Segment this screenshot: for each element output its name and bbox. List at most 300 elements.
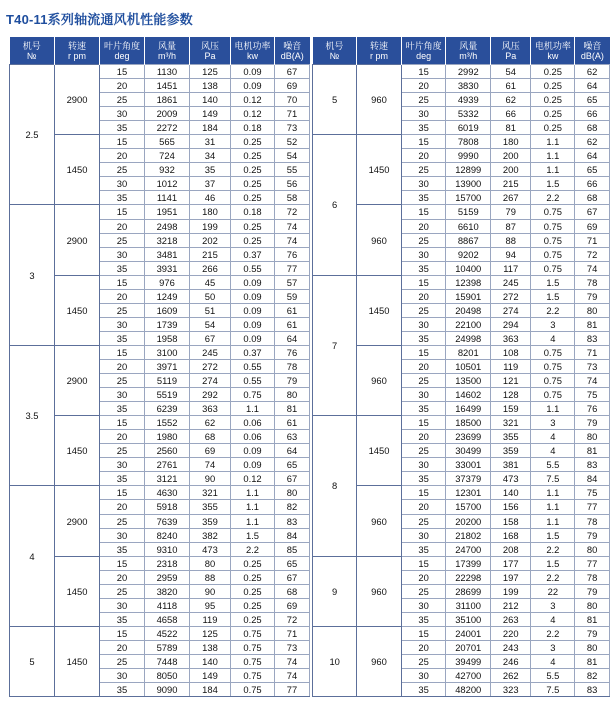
motor-power-cell: 1.1 <box>531 163 575 177</box>
airflow-cell: 20498 <box>446 303 491 317</box>
blade-angle-cell: 35 <box>401 542 446 556</box>
pressure-cell: 272 <box>190 359 231 373</box>
pressure-cell: 125 <box>190 65 231 79</box>
blade-angle-cell: 20 <box>100 430 145 444</box>
airflow-cell: 1980 <box>145 430 190 444</box>
speed-cell: 960 <box>357 626 401 696</box>
motor-power-cell: 7.5 <box>531 683 575 697</box>
airflow-cell: 35100 <box>446 612 491 626</box>
motor-power-cell: 0.12 <box>231 107 275 121</box>
pressure-cell: 54 <box>491 65 531 79</box>
airflow-cell: 48200 <box>446 683 491 697</box>
speed-cell: 1450 <box>55 556 100 626</box>
header-label: 噪音 <box>283 40 302 51</box>
airflow-cell: 28699 <box>446 584 491 598</box>
pressure-cell: 125 <box>190 626 231 640</box>
pressure-cell: 202 <box>190 233 231 247</box>
noise-cell: 81 <box>575 654 610 668</box>
motor-power-cell: 3 <box>531 640 575 654</box>
blade-angle-cell: 20 <box>100 640 145 654</box>
motor-power-cell: 0.25 <box>231 191 275 205</box>
motor-power-cell: 1.1 <box>531 486 575 500</box>
blade-angle-cell: 25 <box>100 163 145 177</box>
table-row <box>313 345 610 359</box>
motor-power-cell: 0.09 <box>231 65 275 79</box>
airflow-cell: 7808 <box>446 135 491 149</box>
pressure-cell: 80 <box>190 556 231 570</box>
airflow-cell: 3971 <box>145 359 190 373</box>
pressure-cell: 321 <box>190 486 231 500</box>
header-label: 风量 <box>157 40 176 51</box>
pressure-cell: 128 <box>491 388 531 402</box>
pressure-cell: 45 <box>190 275 231 289</box>
blade-angle-cell: 35 <box>401 402 446 416</box>
pressure-cell: 473 <box>190 542 231 556</box>
header-machine-no <box>10 37 55 65</box>
motor-power-cell: 0.75 <box>231 640 275 654</box>
noise-cell: 63 <box>275 430 310 444</box>
blade-angle-cell: 35 <box>100 261 145 275</box>
pressure-cell: 168 <box>491 528 531 542</box>
airflow-cell: 6019 <box>446 121 491 135</box>
header-unit: Pa <box>204 50 216 61</box>
motor-power-cell: 1.5 <box>531 177 575 191</box>
table-row <box>10 416 310 430</box>
airflow-cell: 3100 <box>145 345 190 359</box>
airflow-cell: 10400 <box>446 261 491 275</box>
blade-angle-cell: 35 <box>401 612 446 626</box>
blade-angle-cell: 15 <box>100 626 145 640</box>
speed-cell: 1450 <box>357 135 401 205</box>
motor-power-cell: 0.55 <box>231 374 275 388</box>
motor-power-cell: 1.5 <box>531 289 575 303</box>
pressure-cell: 363 <box>190 402 231 416</box>
pressure-cell: 382 <box>190 528 231 542</box>
pressure-cell: 140 <box>491 486 531 500</box>
blade-angle-cell: 15 <box>401 626 446 640</box>
motor-power-cell: 4 <box>531 654 575 668</box>
motor-power-cell: 5.5 <box>531 669 575 683</box>
noise-cell: 62 <box>575 135 610 149</box>
motor-power-cell: 0.25 <box>231 598 275 612</box>
blade-angle-cell: 30 <box>401 669 446 683</box>
blade-angle-cell: 25 <box>401 584 446 598</box>
pressure-cell: 35 <box>190 163 231 177</box>
header-label: 转速 <box>370 40 389 51</box>
airflow-cell: 23699 <box>446 430 491 444</box>
noise-cell: 79 <box>275 374 310 388</box>
noise-cell: 78 <box>575 275 610 289</box>
header-unit: m³/h <box>158 50 176 61</box>
header-speed <box>55 37 100 65</box>
performance-table-left <box>9 37 310 697</box>
motor-power-cell: 1.5 <box>531 556 575 570</box>
pressure-cell: 159 <box>491 402 531 416</box>
airflow-cell: 24700 <box>446 542 491 556</box>
airflow-cell: 24998 <box>446 331 491 345</box>
noise-cell: 77 <box>575 500 610 514</box>
noise-cell: 75 <box>575 486 610 500</box>
header-machine-no <box>313 37 357 65</box>
airflow-cell: 1958 <box>145 331 190 345</box>
machine-no-cell: 7 <box>313 275 357 415</box>
pressure-cell: 355 <box>190 500 231 514</box>
header-unit: deg <box>114 50 130 61</box>
airflow-cell: 4118 <box>145 598 190 612</box>
motor-power-cell: 0.25 <box>231 219 275 233</box>
noise-cell: 57 <box>275 275 310 289</box>
blade-angle-cell: 35 <box>401 261 446 275</box>
pressure-cell: 363 <box>491 331 531 345</box>
airflow-cell: 3121 <box>145 472 190 486</box>
blade-angle-cell: 15 <box>401 275 446 289</box>
motor-power-cell: 0.25 <box>231 584 275 598</box>
noise-cell: 67 <box>275 570 310 584</box>
blade-angle-cell: 15 <box>401 486 446 500</box>
pressure-cell: 61 <box>491 79 531 93</box>
blade-angle-cell: 20 <box>401 289 446 303</box>
blade-angle-cell: 20 <box>401 640 446 654</box>
motor-power-cell: 1.1 <box>231 514 275 528</box>
motor-power-cell: 1.1 <box>231 486 275 500</box>
pressure-cell: 263 <box>491 612 531 626</box>
airflow-cell: 6239 <box>145 402 190 416</box>
noise-cell: 72 <box>275 612 310 626</box>
blade-angle-cell: 20 <box>401 430 446 444</box>
pressure-cell: 156 <box>491 500 531 514</box>
header-airflow <box>145 37 190 65</box>
blade-angle-cell: 30 <box>100 598 145 612</box>
blade-angle-cell: 25 <box>401 233 446 247</box>
header-label: 风压 <box>501 40 520 51</box>
pressure-cell: 381 <box>491 458 531 472</box>
header-label: 噪音 <box>583 40 602 51</box>
airflow-cell: 2761 <box>145 458 190 472</box>
pressure-cell: 88 <box>190 570 231 584</box>
noise-cell: 83 <box>575 683 610 697</box>
motor-power-cell: 4 <box>531 331 575 345</box>
noise-cell: 82 <box>575 669 610 683</box>
table-row <box>10 626 310 640</box>
noise-cell: 61 <box>275 416 310 430</box>
blade-angle-cell: 25 <box>401 444 446 458</box>
machine-no-cell: 2.5 <box>10 65 55 205</box>
table-row <box>313 275 610 289</box>
speed-cell: 960 <box>357 65 401 135</box>
noise-cell: 54 <box>275 149 310 163</box>
pressure-cell: 245 <box>190 345 231 359</box>
noise-cell: 83 <box>575 331 610 345</box>
pressure-cell: 321 <box>491 416 531 430</box>
header-label: 电机功率 <box>234 40 271 51</box>
airflow-cell: 22298 <box>446 570 491 584</box>
airflow-cell: 5519 <box>145 388 190 402</box>
noise-cell: 80 <box>275 486 310 500</box>
machine-no-cell: 4 <box>10 486 55 626</box>
pressure-cell: 294 <box>491 317 531 331</box>
table-row <box>313 626 610 640</box>
header-pressure <box>491 37 531 65</box>
noise-cell: 67 <box>575 205 610 219</box>
motor-power-cell: 0.09 <box>231 317 275 331</box>
blade-angle-cell: 35 <box>100 402 145 416</box>
noise-cell: 64 <box>275 444 310 458</box>
blade-angle-cell: 35 <box>100 542 145 556</box>
noise-cell: 78 <box>275 359 310 373</box>
noise-cell: 74 <box>275 654 310 668</box>
noise-cell: 80 <box>275 388 310 402</box>
noise-cell: 67 <box>275 65 310 79</box>
motor-power-cell: 0.75 <box>231 669 275 683</box>
motor-power-cell: 0.75 <box>531 219 575 233</box>
noise-cell: 58 <box>275 191 310 205</box>
pressure-cell: 266 <box>190 261 231 275</box>
noise-cell: 67 <box>275 472 310 486</box>
blade-angle-cell: 30 <box>100 669 145 683</box>
noise-cell: 76 <box>275 247 310 261</box>
blade-angle-cell: 25 <box>100 514 145 528</box>
blade-angle-cell: 20 <box>401 79 446 93</box>
airflow-cell: 932 <box>145 163 190 177</box>
pressure-cell: 292 <box>190 388 231 402</box>
airflow-cell: 9990 <box>446 149 491 163</box>
table-row <box>313 205 610 219</box>
motor-power-cell: 3 <box>531 416 575 430</box>
motor-power-cell: 1.5 <box>231 528 275 542</box>
blade-angle-cell: 25 <box>401 163 446 177</box>
airflow-cell: 1451 <box>145 79 190 93</box>
pressure-cell: 220 <box>491 626 531 640</box>
airflow-cell: 12899 <box>446 163 491 177</box>
motor-power-cell: 1.1 <box>531 500 575 514</box>
pressure-cell: 199 <box>491 584 531 598</box>
blade-angle-cell: 15 <box>100 345 145 359</box>
noise-cell: 73 <box>575 359 610 373</box>
header-label: 风量 <box>459 40 478 51</box>
speed-cell: 2900 <box>55 345 100 415</box>
pressure-cell: 200 <box>491 149 531 163</box>
speed-cell: 2900 <box>55 486 100 556</box>
airflow-cell: 31100 <box>446 598 491 612</box>
airflow-cell: 20200 <box>446 514 491 528</box>
noise-cell: 74 <box>575 261 610 275</box>
airflow-cell: 2560 <box>145 444 190 458</box>
pressure-cell: 66 <box>491 107 531 121</box>
header-unit: kw <box>247 50 258 61</box>
blade-angle-cell: 35 <box>100 683 145 697</box>
pressure-cell: 245 <box>491 275 531 289</box>
motor-power-cell: 2.2 <box>531 191 575 205</box>
blade-angle-cell: 25 <box>100 303 145 317</box>
motor-power-cell: 0.75 <box>231 654 275 668</box>
blade-angle-cell: 35 <box>100 331 145 345</box>
noise-cell: 70 <box>275 93 310 107</box>
motor-power-cell: 0.75 <box>531 247 575 261</box>
header-blade-angle <box>401 37 446 65</box>
motor-power-cell: 0.75 <box>231 626 275 640</box>
airflow-cell: 2498 <box>145 219 190 233</box>
pressure-cell: 180 <box>190 205 231 219</box>
airflow-cell: 5332 <box>446 107 491 121</box>
pressure-cell: 95 <box>190 598 231 612</box>
speed-cell: 2900 <box>55 65 100 135</box>
noise-cell: 71 <box>575 345 610 359</box>
airflow-cell: 30499 <box>446 444 491 458</box>
airflow-cell: 13900 <box>446 177 491 191</box>
airflow-cell: 3481 <box>145 247 190 261</box>
motor-power-cell: 1.1 <box>531 135 575 149</box>
pressure-cell: 180 <box>491 135 531 149</box>
blade-angle-cell: 15 <box>401 345 446 359</box>
speed-cell: 1450 <box>357 275 401 345</box>
motor-power-cell: 0.25 <box>531 107 575 121</box>
header-motor-power <box>231 37 275 65</box>
noise-cell: 64 <box>575 79 610 93</box>
blade-angle-cell: 15 <box>100 135 145 149</box>
noise-cell: 65 <box>275 458 310 472</box>
blade-angle-cell: 15 <box>100 486 145 500</box>
table-row <box>313 65 610 79</box>
noise-cell: 78 <box>575 514 610 528</box>
table-row <box>313 556 610 570</box>
performance-table-right <box>312 37 610 697</box>
motor-power-cell: 0.09 <box>231 444 275 458</box>
motor-power-cell: 0.75 <box>231 388 275 402</box>
blade-angle-cell: 30 <box>100 107 145 121</box>
header-noise <box>275 37 310 65</box>
motor-power-cell: 4 <box>531 430 575 444</box>
blade-angle-cell: 15 <box>401 416 446 430</box>
noise-cell: 74 <box>575 374 610 388</box>
pressure-cell: 117 <box>491 261 531 275</box>
header-unit: № <box>329 50 340 61</box>
blade-angle-cell: 30 <box>401 317 446 331</box>
blade-angle-cell: 35 <box>401 683 446 697</box>
speed-cell: 960 <box>357 486 401 556</box>
blade-angle-cell: 35 <box>100 612 145 626</box>
noise-cell: 71 <box>275 626 310 640</box>
noise-cell: 83 <box>275 514 310 528</box>
blade-angle-cell: 20 <box>401 219 446 233</box>
machine-no-cell: 9 <box>313 556 357 626</box>
blade-angle-cell: 15 <box>401 205 446 219</box>
blade-angle-cell: 30 <box>100 528 145 542</box>
motor-power-cell: 0.37 <box>231 247 275 261</box>
noise-cell: 69 <box>575 219 610 233</box>
pressure-cell: 215 <box>190 247 231 261</box>
blade-angle-cell: 30 <box>100 388 145 402</box>
table-row <box>10 486 310 500</box>
blade-angle-cell: 20 <box>100 79 145 93</box>
pressure-cell: 79 <box>491 205 531 219</box>
motor-power-cell: 0.55 <box>231 359 275 373</box>
noise-cell: 76 <box>275 345 310 359</box>
noise-cell: 75 <box>575 388 610 402</box>
pressure-cell: 208 <box>491 542 531 556</box>
blade-angle-cell: 25 <box>401 303 446 317</box>
speed-cell: 2900 <box>55 205 100 275</box>
airflow-cell: 22100 <box>446 317 491 331</box>
header-unit: dB(A) <box>580 50 604 61</box>
blade-angle-cell: 35 <box>401 472 446 486</box>
header-unit: m³/h <box>459 50 478 61</box>
blade-angle-cell: 20 <box>401 359 446 373</box>
blade-angle-cell: 25 <box>100 654 145 668</box>
noise-cell: 79 <box>575 584 610 598</box>
header-speed <box>357 37 401 65</box>
pressure-cell: 355 <box>491 430 531 444</box>
pressure-cell: 31 <box>190 135 231 149</box>
noise-cell: 52 <box>275 135 310 149</box>
airflow-cell: 18500 <box>446 416 491 430</box>
motor-power-cell: 0.18 <box>231 121 275 135</box>
pressure-cell: 67 <box>190 331 231 345</box>
blade-angle-cell: 20 <box>100 359 145 373</box>
noise-cell: 77 <box>275 261 310 275</box>
pressure-cell: 359 <box>491 444 531 458</box>
motor-power-cell: 0.18 <box>231 205 275 219</box>
speed-cell: 1450 <box>55 416 100 486</box>
noise-cell: 74 <box>275 233 310 247</box>
pressure-cell: 138 <box>190 640 231 654</box>
airflow-cell: 1861 <box>145 93 190 107</box>
pressure-cell: 215 <box>491 177 531 191</box>
airflow-cell: 4939 <box>446 93 491 107</box>
airflow-cell: 17399 <box>446 556 491 570</box>
blade-angle-cell: 15 <box>401 65 446 79</box>
motor-power-cell: 7.5 <box>531 472 575 486</box>
airflow-cell: 3830 <box>446 79 491 93</box>
blade-angle-cell: 25 <box>401 514 446 528</box>
blade-angle-cell: 15 <box>100 275 145 289</box>
noise-cell: 80 <box>575 303 610 317</box>
machine-no-cell: 8 <box>313 416 357 556</box>
motor-power-cell: 4 <box>531 444 575 458</box>
noise-cell: 80 <box>575 598 610 612</box>
pressure-cell: 88 <box>491 233 531 247</box>
blade-angle-cell: 30 <box>401 107 446 121</box>
noise-cell: 79 <box>575 528 610 542</box>
airflow-cell: 33001 <box>446 458 491 472</box>
blade-angle-cell: 15 <box>100 556 145 570</box>
blade-angle-cell: 15 <box>100 65 145 79</box>
blade-angle-cell: 30 <box>401 598 446 612</box>
pressure-cell: 212 <box>491 598 531 612</box>
airflow-cell: 1552 <box>145 416 190 430</box>
noise-cell: 65 <box>575 163 610 177</box>
noise-cell: 79 <box>575 626 610 640</box>
table-header-row <box>10 37 310 65</box>
motor-power-cell: 1.1 <box>231 402 275 416</box>
airflow-cell: 39499 <box>446 654 491 668</box>
noise-cell: 76 <box>575 402 610 416</box>
noise-cell: 72 <box>575 247 610 261</box>
motor-power-cell: 1.5 <box>531 275 575 289</box>
motor-power-cell: 0.75 <box>531 261 575 275</box>
header-unit: dB(A) <box>280 50 304 61</box>
airflow-cell: 21802 <box>446 528 491 542</box>
noise-cell: 61 <box>275 317 310 331</box>
airflow-cell: 6610 <box>446 219 491 233</box>
header-unit: r pm <box>370 50 388 61</box>
motor-power-cell: 0.25 <box>231 177 275 191</box>
blade-angle-cell: 20 <box>401 570 446 584</box>
airflow-cell: 5789 <box>145 640 190 654</box>
pressure-cell: 87 <box>491 219 531 233</box>
airflow-cell: 2992 <box>446 65 491 79</box>
blade-angle-cell: 25 <box>100 444 145 458</box>
blade-angle-cell: 15 <box>100 416 145 430</box>
